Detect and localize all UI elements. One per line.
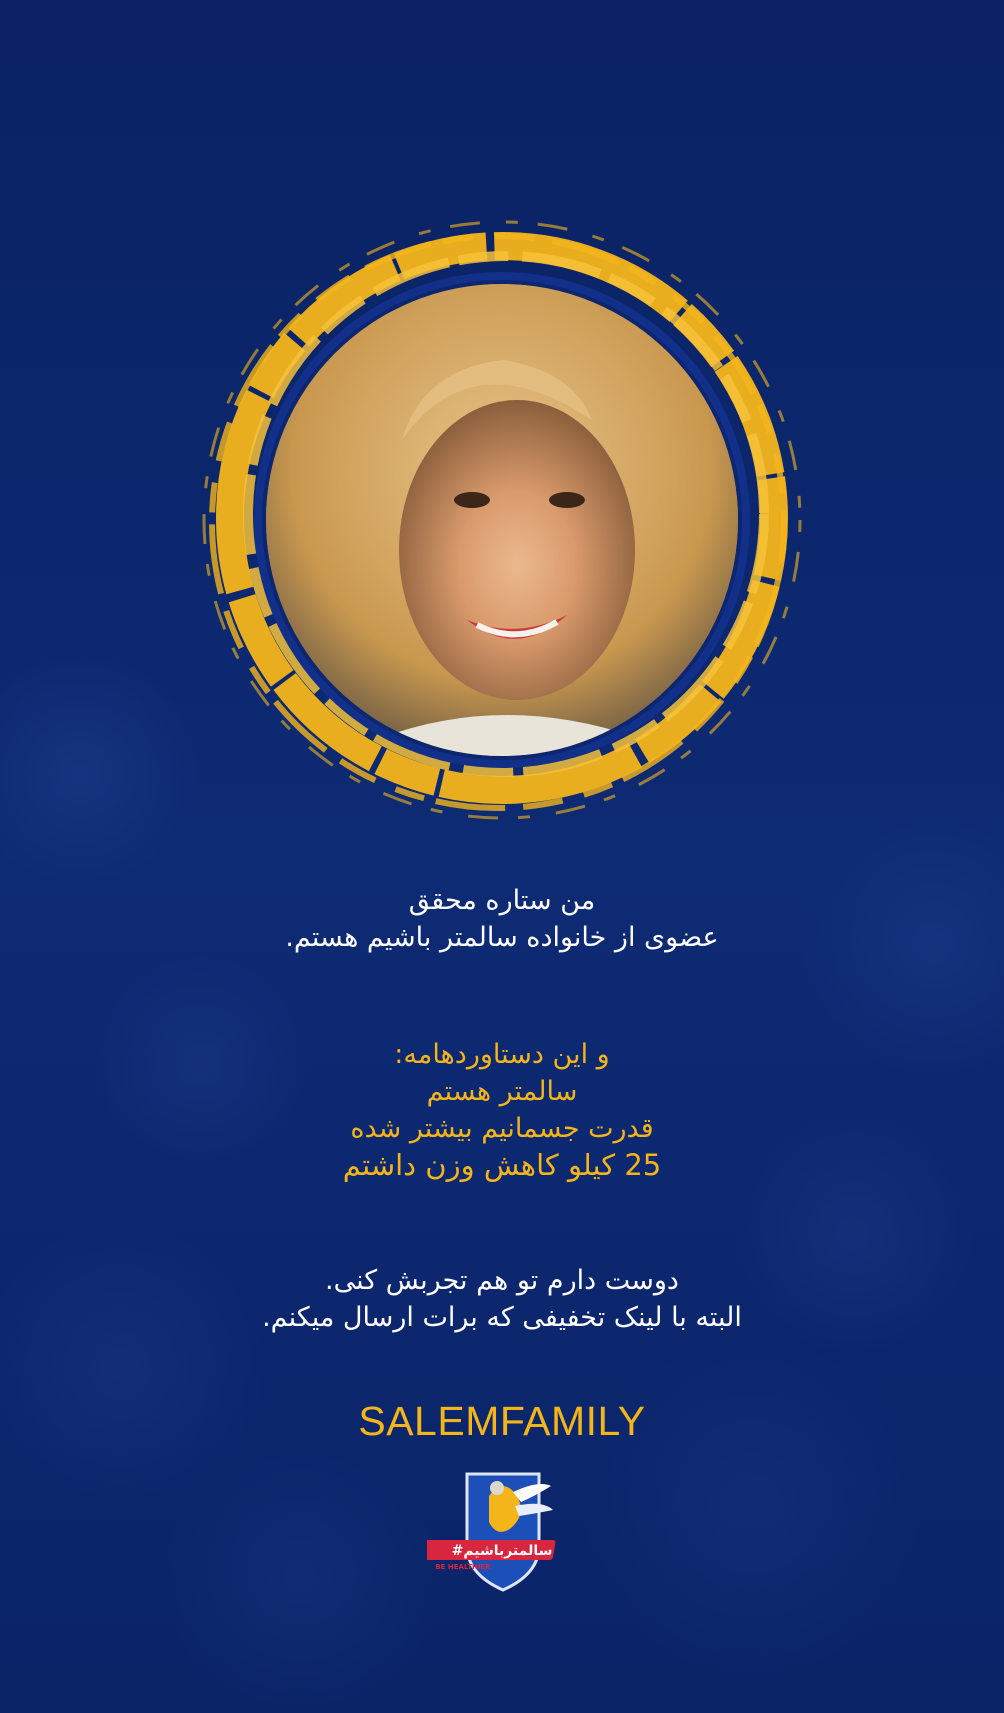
brand-name: SALEMFAMILY (358, 1398, 646, 1444)
invite-text (0, 1262, 1004, 1336)
intro-text (0, 882, 1004, 956)
achievement-item: 25 کیلو کاهش وزن داشتم (342, 1148, 662, 1182)
logo-hashtag-text: #سالمترباشیم (451, 1543, 553, 1559)
logo-subtext: BE HEALTHIER (435, 1563, 491, 1571)
achievement-item: قدرت جسمانیم بیشتر شده (350, 1113, 654, 1144)
portrait-frame (172, 200, 832, 840)
intro-name-line: من ستاره محقق (408, 885, 596, 916)
intro-member-line: عضوی از خانواده سالمتر باشیم هستم. (285, 922, 719, 953)
achievements-heading: و این دستاوردهامه: (394, 1039, 610, 1070)
profile-portrait (172, 200, 832, 840)
invite-line: دوست دارم تو هم تجربش کنی. (325, 1265, 679, 1296)
brand-logo (427, 1466, 577, 1596)
achievement-item: سالمتر هستم (426, 1076, 578, 1107)
invite-line: البته با لینک تخفیفی که برات ارسال میکنم. (262, 1302, 742, 1333)
achievements-list (0, 1036, 1004, 1184)
